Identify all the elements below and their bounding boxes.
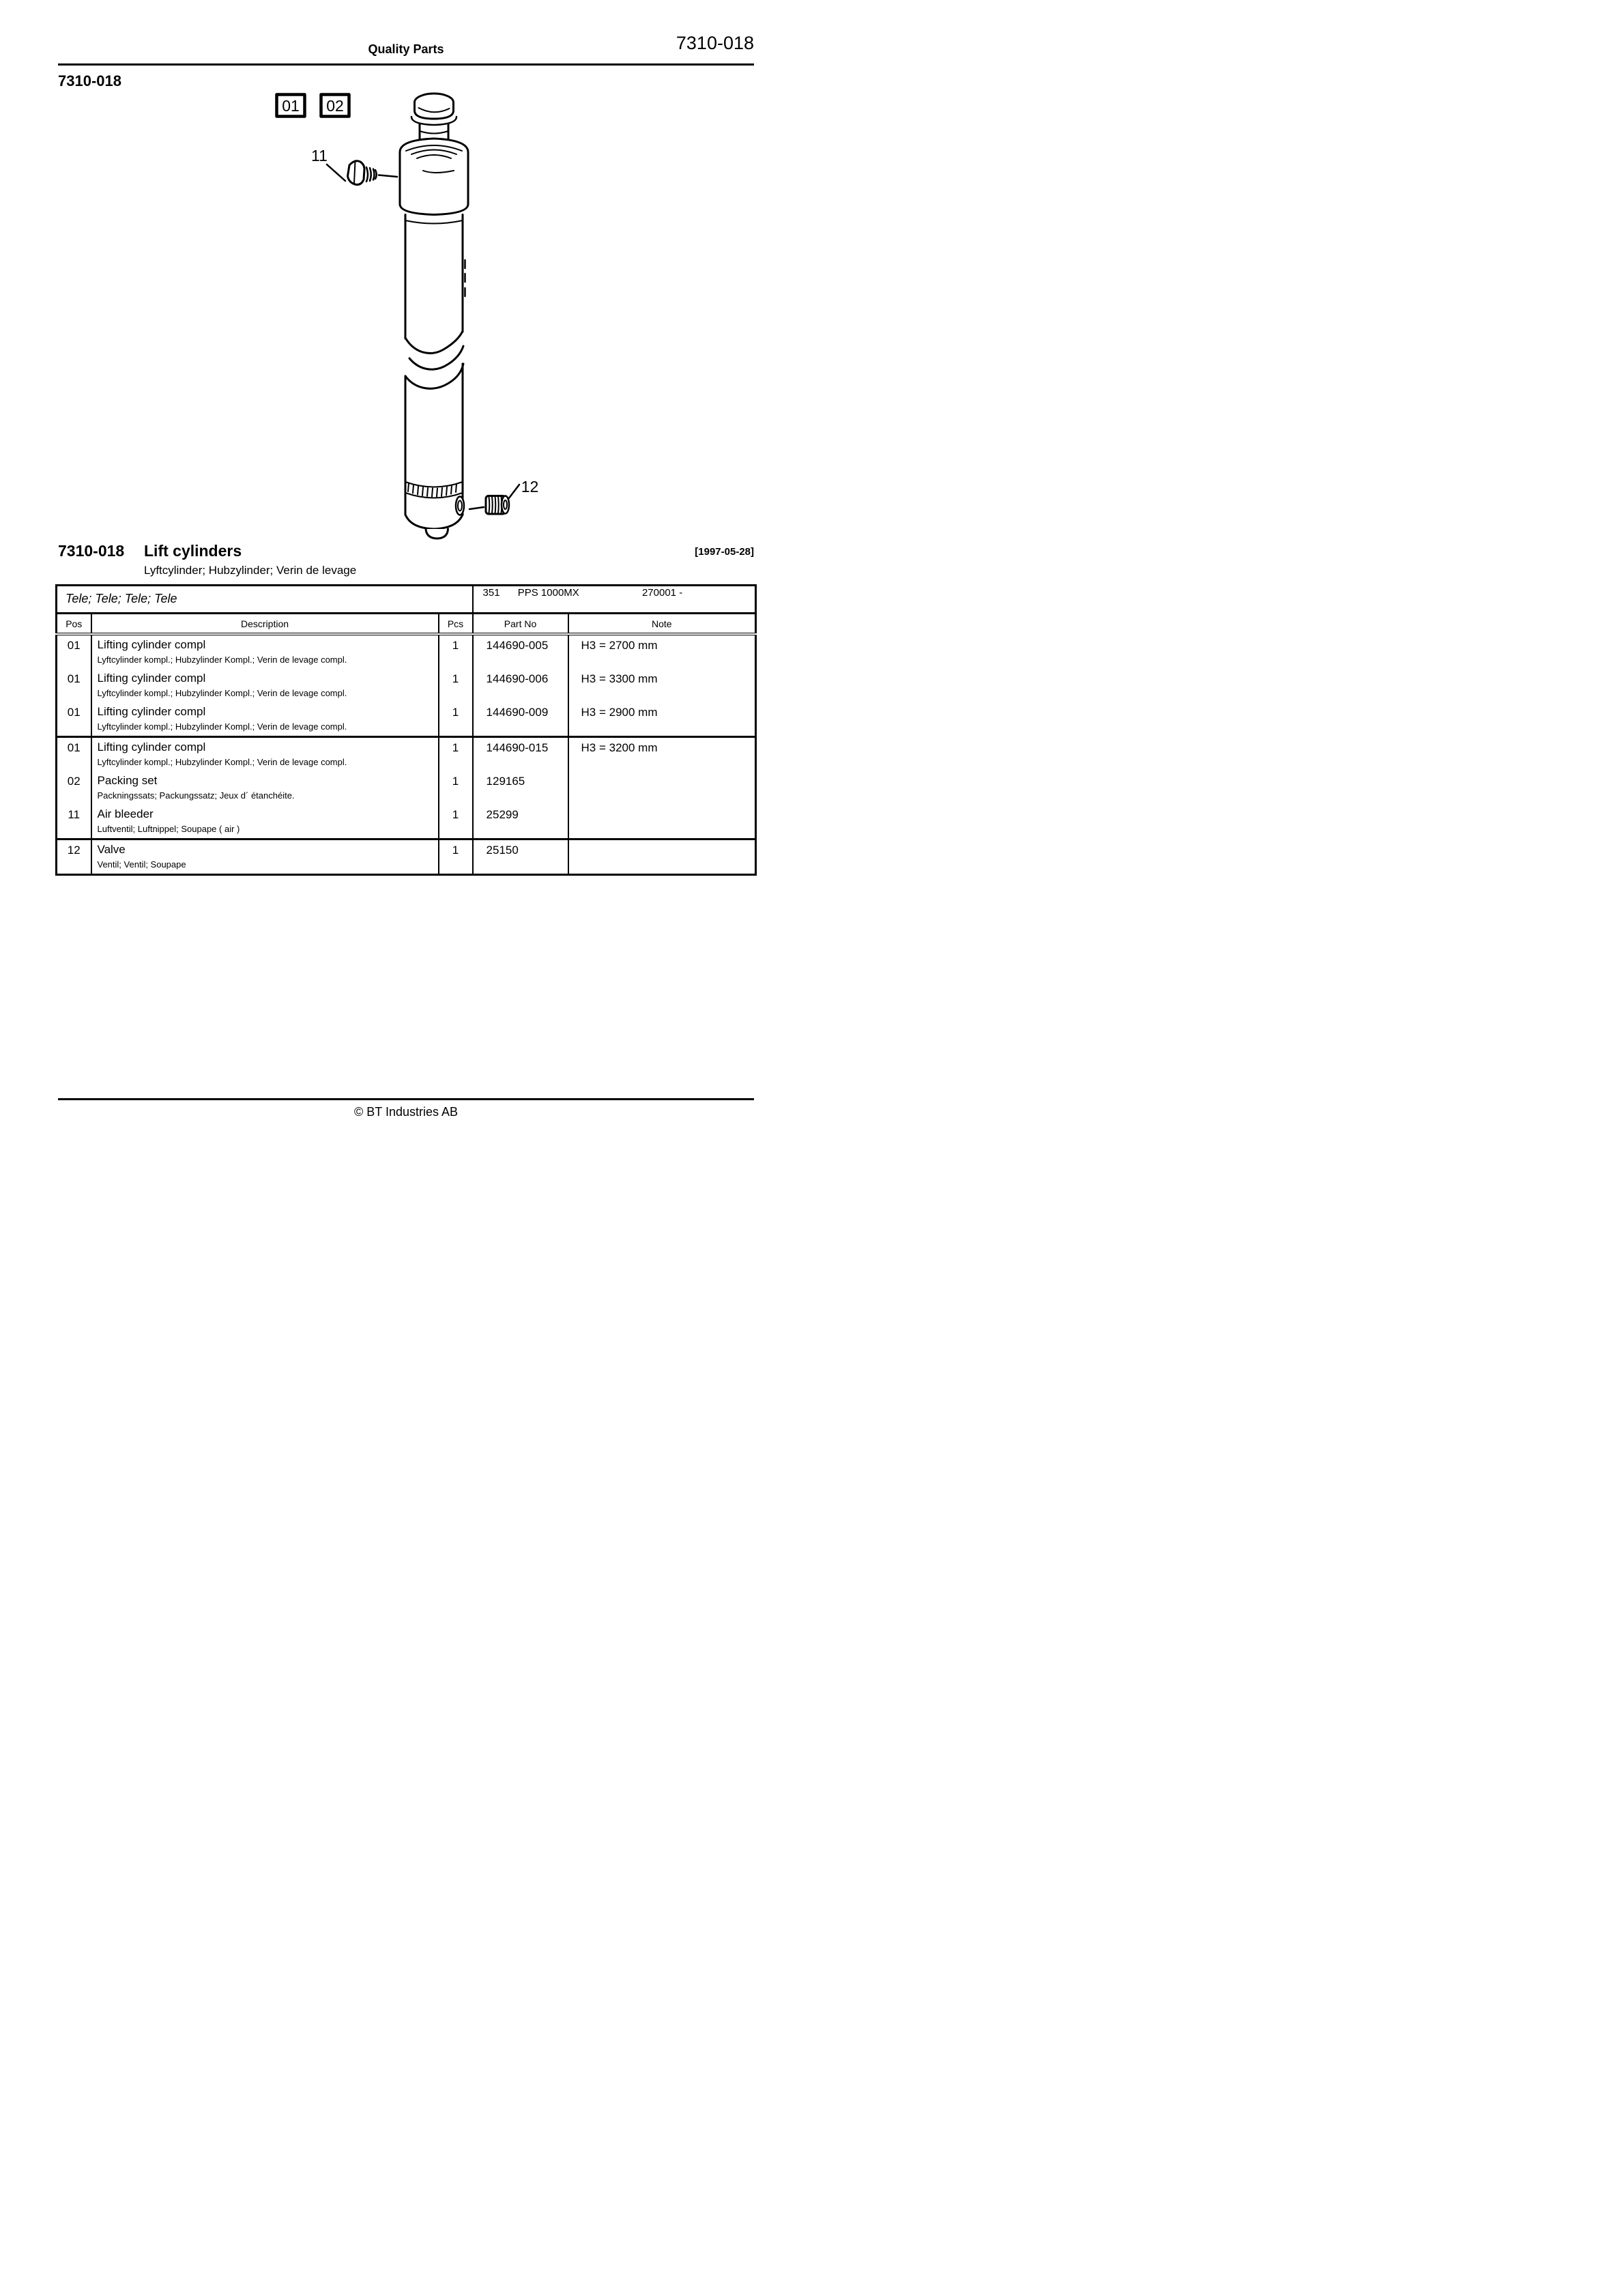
cylinder-lower-barrel (405, 364, 464, 539)
serial-range: 270001 - (641, 587, 683, 599)
row-pos: 02 (67, 775, 81, 788)
description-main: Packing set (97, 774, 158, 787)
cylinder-top-cap (411, 94, 456, 125)
section-code: 7310-018 (58, 542, 125, 560)
valve-port-hole (456, 497, 464, 515)
row-pcs: 1 (439, 669, 473, 702)
row-part-no: 129165 (473, 771, 568, 805)
row-description (91, 702, 439, 737)
row-note (568, 840, 756, 875)
row-note: H3 = 3200 mm (568, 737, 756, 772)
cylinder-neck (420, 124, 448, 139)
callout-11-label: 11 (311, 147, 328, 164)
catalog-page (0, 0, 812, 1148)
row-part-no: 144690-005 (473, 634, 568, 669)
valve-part (486, 496, 509, 515)
figure-box-label-02: 02 (326, 97, 344, 115)
row-part-no: 144690-015 (473, 737, 568, 772)
row-pcs: 1 (439, 840, 473, 875)
section-title: Lift cylinders (144, 542, 242, 560)
table-header-row (57, 614, 756, 635)
valve-pointer-line (469, 507, 484, 509)
description-translations: Packningssats; Packungssatz; Jeux d´ étanchéite. (97, 790, 295, 801)
row-pos: 11 (68, 808, 81, 821)
description-main: Air bleeder (97, 807, 154, 820)
row-note (568, 771, 756, 805)
row-pos: 01 (67, 639, 81, 652)
row-description (91, 669, 439, 702)
row-pcs: 1 (439, 634, 473, 669)
row-description (91, 737, 439, 772)
row-pcs: 1 (439, 771, 473, 805)
table-row (57, 702, 756, 737)
row-description (91, 805, 439, 840)
col-header-description: Description (91, 614, 439, 635)
air-bleeder-pointer-line (379, 175, 397, 177)
figure-box-label-01: 01 (282, 97, 300, 115)
table-row (57, 669, 756, 702)
lift-cylinder-figure (272, 89, 549, 544)
page-reference-number: 7310-018 (676, 33, 754, 53)
description-translations: Lyftcylinder kompl.; Hubzylinder Kompl.; Verin de levage compl. (97, 721, 347, 732)
col-header-pos: Pos (57, 614, 91, 635)
parts-table (55, 584, 757, 876)
table-row (57, 737, 756, 772)
cylinder-drawing (272, 89, 549, 544)
col-header-note: Note (568, 614, 756, 635)
row-pos: 12 (57, 840, 91, 875)
table-row (57, 805, 756, 840)
table-row (57, 840, 756, 875)
callout-12-label: 12 (521, 478, 539, 496)
row-pos: 01 (67, 706, 81, 719)
page-title: Quality Parts (368, 42, 444, 56)
header-divider (58, 63, 754, 66)
barrel-break-symbol (405, 331, 463, 388)
row-pcs: 1 (439, 702, 473, 737)
machine-name: PPS 1000MX (517, 587, 579, 599)
description-translations: Luftventil; Luftnippel; Soupape ( air ) (97, 824, 240, 834)
description-translations: Lyftcylinder kompl.; Hubzylinder Kompl.; Verin de levage compl. (97, 757, 347, 767)
description-main: Lifting cylinder compl (97, 705, 206, 718)
section-revision-date: [1997-05-28] (695, 546, 754, 558)
col-header-part-no: Part No (473, 614, 568, 635)
row-pcs: 1 (439, 805, 473, 840)
row-note: H3 = 3300 mm (568, 669, 756, 702)
air-bleeder-part (348, 161, 377, 185)
row-pcs: 1 (439, 737, 473, 772)
model-name: Tele; Tele; Tele; Tele (57, 586, 473, 614)
section-subtitle: Lyftcylinder; Hubzylinder; Verin de levage (144, 564, 357, 577)
description-main: Lifting cylinder compl (97, 638, 206, 651)
row-description (91, 771, 439, 805)
row-pos: 01 (57, 737, 91, 772)
row-description (91, 840, 439, 875)
callout-11-leader (327, 164, 345, 181)
bottom-stub (426, 529, 448, 539)
document-reference-number: 7310-018 (58, 72, 121, 89)
row-part-no: 144690-006 (473, 669, 568, 702)
type-code: 351 (482, 587, 500, 599)
footer-divider (58, 1098, 754, 1100)
row-part-no: 25150 (473, 840, 568, 875)
col-header-pcs: Pcs (439, 614, 473, 635)
description-main: Valve (97, 843, 126, 856)
row-note: H3 = 2700 mm (568, 634, 756, 669)
cylinder-upper-barrel (405, 215, 465, 339)
description-translations: Ventil; Ventil; Soupape (97, 859, 186, 870)
copyright-notice: © BT Industries AB (354, 1105, 458, 1119)
description-translations: Lyftcylinder kompl.; Hubzylinder Kompl.; Verin de levage compl. (97, 655, 347, 665)
description-translations: Lyftcylinder kompl.; Hubzylinder Kompl.; Verin de levage compl. (97, 688, 347, 698)
cylinder-head-collar (400, 139, 468, 215)
description-main: Lifting cylinder compl (97, 672, 206, 685)
table-row (57, 771, 756, 805)
row-note (568, 805, 756, 840)
row-part-no: 25299 (473, 805, 568, 840)
row-pos: 01 (67, 672, 81, 685)
row-description (91, 634, 439, 669)
row-note: H3 = 2900 mm (568, 702, 756, 737)
table-row (57, 634, 756, 669)
row-part-no: 144690-009 (473, 702, 568, 737)
model-band-row (57, 586, 756, 614)
callout-12-leader (508, 485, 519, 499)
model-info (473, 586, 756, 614)
description-main: Lifting cylinder compl (97, 741, 206, 754)
